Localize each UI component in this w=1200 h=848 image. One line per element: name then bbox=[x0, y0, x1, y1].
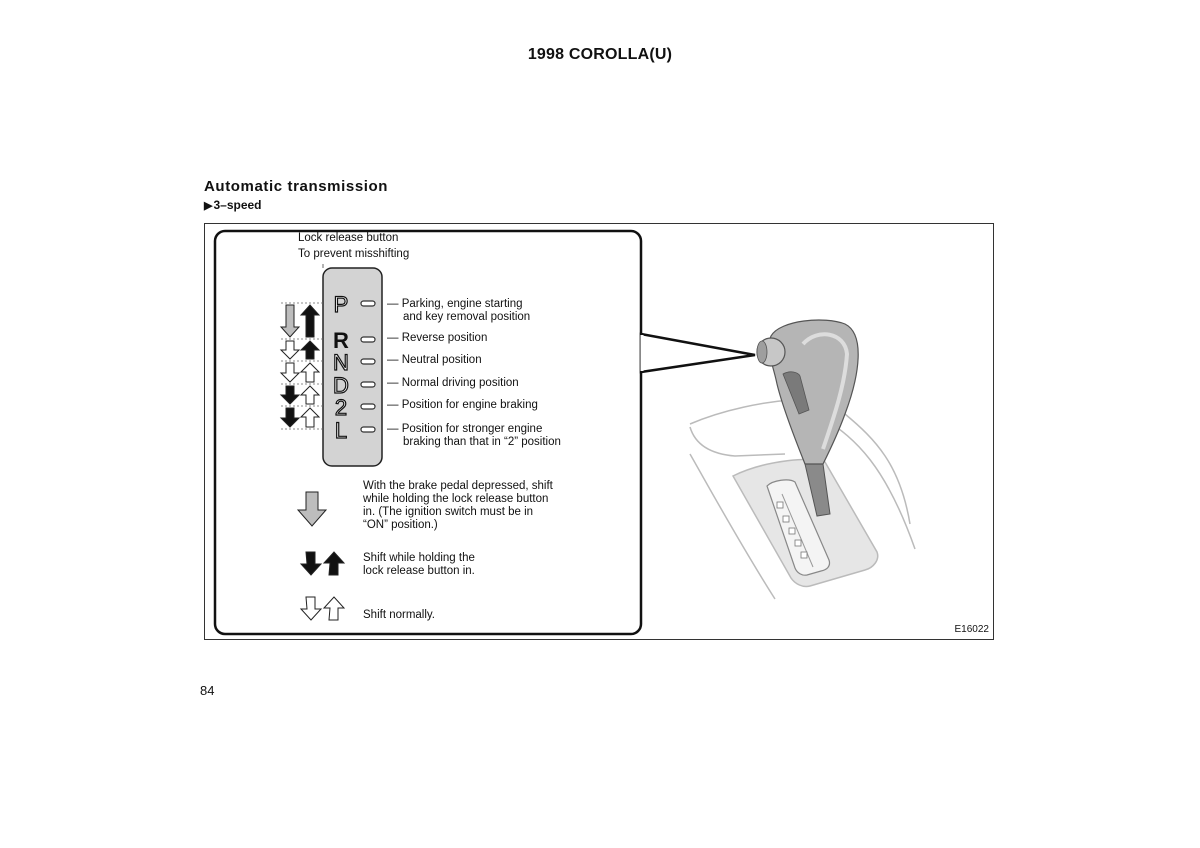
page-number: 84 bbox=[200, 683, 215, 698]
position-r-label: — Reverse position bbox=[387, 332, 488, 344]
triangle-marker-icon: ▶ bbox=[204, 200, 213, 212]
lock-release-label: Lock release button bbox=[298, 232, 399, 244]
shift-gate-plate bbox=[323, 268, 382, 466]
position-n-label: — Neutral position bbox=[387, 354, 482, 366]
callout-pointer bbox=[641, 334, 755, 372]
gate-letter-l: L bbox=[334, 418, 348, 443]
subtitle-text: 3–speed bbox=[213, 198, 262, 212]
gate-letter-d: D bbox=[333, 373, 349, 398]
position-p-label-2: and key removal position bbox=[403, 311, 531, 323]
position-l-label: — Position for stronger engine bbox=[387, 423, 543, 435]
gate-letter-2: 2 bbox=[334, 395, 348, 420]
legend-outline-arrows-text: Shift normally. bbox=[363, 609, 436, 621]
section-subtitle bbox=[204, 198, 262, 212]
gate-letter-p: P bbox=[333, 292, 349, 317]
position-2-label: — Position for engine braking bbox=[387, 399, 538, 411]
figure-drawing bbox=[205, 224, 995, 641]
position-p-label: — Parking, engine starting bbox=[387, 298, 523, 310]
legend-gray-arrow-text: With the brake pedal depressed, shift while holding the lock release button in. (The ignition switch must be in “ON” position.) bbox=[363, 480, 553, 531]
position-d-label: — Normal driving position bbox=[387, 377, 519, 389]
section-title: Automatic transmission bbox=[204, 178, 389, 195]
gate-letter-n: N bbox=[333, 350, 349, 375]
prevent-misshift-label: To prevent misshifting bbox=[298, 248, 410, 260]
gate-letter-r: R bbox=[333, 328, 349, 353]
transmission-figure bbox=[204, 223, 994, 640]
figure-code: E16022 bbox=[954, 624, 989, 635]
shift-knob bbox=[769, 320, 858, 464]
legend-black-arrows-text: Shift while holding the lock release button in. bbox=[363, 552, 475, 577]
position-l-label-2: braking than that in “2” position bbox=[403, 436, 561, 448]
page-header-title: 1998 COROLLA(U) bbox=[527, 46, 673, 63]
